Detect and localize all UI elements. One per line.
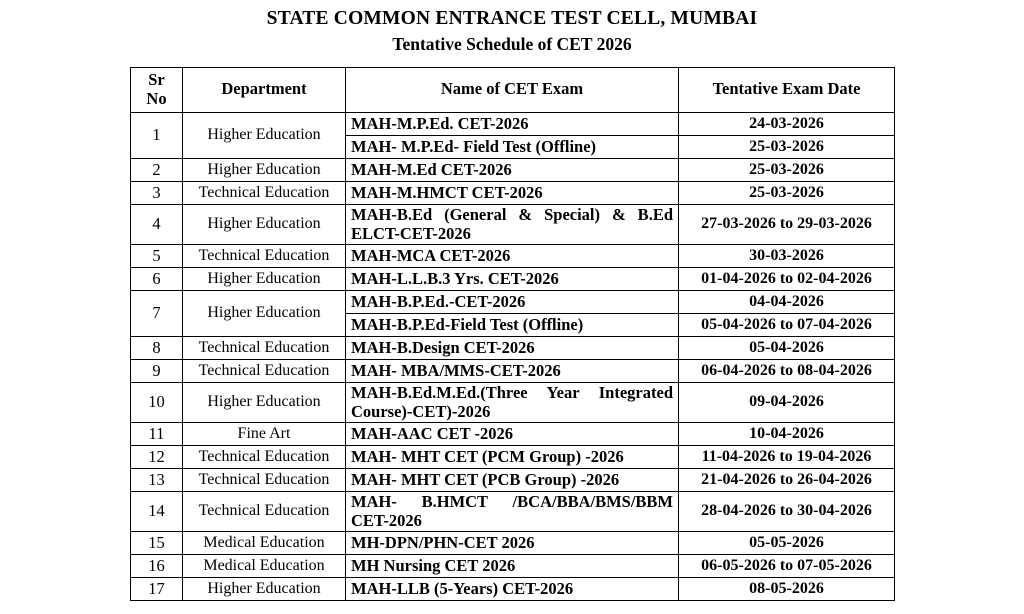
- cell-department: Technical Education: [183, 491, 346, 531]
- cell-department: Technical Education: [183, 468, 346, 491]
- cell-exam-date: 21-04-2026 to 26-04-2026: [679, 468, 895, 491]
- cell-exam-date: 05-05-2026: [679, 531, 895, 554]
- cell-department: Higher Education: [183, 382, 346, 422]
- cell-exam-name: MAH-LLB (5-Years) CET-2026: [346, 577, 679, 600]
- table-head: [131, 67, 895, 112]
- cell-sr-no: 10: [131, 382, 183, 422]
- cell-department: Technical Education: [183, 445, 346, 468]
- cell-sr-no: 9: [131, 359, 183, 382]
- cell-sr-no: 13: [131, 468, 183, 491]
- cell-sr-no: 15: [131, 531, 183, 554]
- cell-exam-date: 06-04-2026 to 08-04-2026: [679, 359, 895, 382]
- cell-exam-date: 24-03-2026: [679, 112, 895, 135]
- cell-exam-name: MAH- M.P.Ed- Field Test (Offline): [346, 135, 679, 158]
- cell-exam-date: 25-03-2026: [679, 135, 895, 158]
- cell-department: Higher Education: [183, 204, 346, 244]
- cell-exam-date: 25-03-2026: [679, 181, 895, 204]
- cell-exam-date: 06-05-2026 to 07-05-2026: [679, 554, 895, 577]
- cell-exam-date: 11-04-2026 to 19-04-2026: [679, 445, 895, 468]
- schedule-table: [130, 67, 895, 601]
- table-row: [131, 422, 895, 445]
- cell-exam-name: MAH- MHT CET (PCM Group) -2026: [346, 445, 679, 468]
- cell-exam-date: 28-04-2026 to 30-04-2026: [679, 491, 895, 531]
- cell-exam-name: MAH-B.P.Ed.-CET-2026: [346, 290, 679, 313]
- cell-department: Medical Education: [183, 554, 346, 577]
- cell-exam-date: 30-03-2026: [679, 244, 895, 267]
- cell-exam-date: 10-04-2026: [679, 422, 895, 445]
- cell-department: Technical Education: [183, 336, 346, 359]
- cell-exam-name: MAH- B.HMCT /BCA/BBA/BMS/BBM CET-2026: [346, 491, 679, 531]
- schedule-table-container: [0, 67, 1024, 601]
- table-row: [131, 336, 895, 359]
- cell-exam-name: MAH-B.Ed.M.Ed.(Three Year Integrated Course)-CET)-2026: [346, 382, 679, 422]
- table-row: [131, 491, 895, 531]
- column-header-exam-name: Name of CET Exam: [346, 67, 679, 112]
- cell-exam-date: 09-04-2026: [679, 382, 895, 422]
- cell-department: Higher Education: [183, 112, 346, 158]
- column-header-sr-no: [131, 67, 183, 112]
- cell-exam-name: MAH- MBA/MMS-CET-2026: [346, 359, 679, 382]
- column-header-sr-line2: No: [146, 88, 167, 108]
- cell-sr-no: 3: [131, 181, 183, 204]
- table-header-row: [131, 67, 895, 112]
- cell-department: Technical Education: [183, 181, 346, 204]
- cell-sr-no: 5: [131, 244, 183, 267]
- cell-sr-no: 6: [131, 267, 183, 290]
- table-row: [131, 445, 895, 468]
- cell-exam-name: MAH-MCA CET-2026: [346, 244, 679, 267]
- column-header-exam-date: Tentative Exam Date: [679, 67, 895, 112]
- cell-department: Higher Education: [183, 290, 346, 336]
- cell-department: Higher Education: [183, 267, 346, 290]
- cell-sr-no: 1: [131, 112, 183, 158]
- table-row: [131, 554, 895, 577]
- cell-sr-no: 12: [131, 445, 183, 468]
- cell-exam-name: MAH-M.P.Ed. CET-2026: [346, 112, 679, 135]
- page-subtitle: Tentative Schedule of CET 2026: [392, 34, 632, 55]
- cell-exam-name: MH Nursing CET 2026: [346, 554, 679, 577]
- cell-sr-no: 11: [131, 422, 183, 445]
- cell-exam-date: 04-04-2026: [679, 290, 895, 313]
- cell-exam-name: MAH-B.P.Ed-Field Test (Offline): [346, 313, 679, 336]
- table-row: [131, 577, 895, 600]
- cell-exam-name: MAH-M.Ed CET-2026: [346, 158, 679, 181]
- cell-exam-date: 25-03-2026: [679, 158, 895, 181]
- cell-exam-name: MAH- MHT CET (PCB Group) -2026: [346, 468, 679, 491]
- table-row: [131, 290, 895, 313]
- table-row: [131, 531, 895, 554]
- document-header: [0, 0, 1024, 57]
- cell-department: Fine Art: [183, 422, 346, 445]
- table-row: [131, 112, 895, 135]
- cell-exam-date: 08-05-2026: [679, 577, 895, 600]
- column-header-department: Department: [183, 67, 346, 112]
- cell-sr-no: 14: [131, 491, 183, 531]
- cell-exam-name: MAH-B.Ed (General & Special) & B.Ed ELCT-CET-2026: [346, 204, 679, 244]
- table-row: [131, 158, 895, 181]
- cell-sr-no: 2: [131, 158, 183, 181]
- cell-sr-no: 17: [131, 577, 183, 600]
- table-row: [131, 244, 895, 267]
- cell-exam-name: MAH-L.L.B.3 Yrs. CET-2026: [346, 267, 679, 290]
- cell-sr-no: 16: [131, 554, 183, 577]
- cell-department: Technical Education: [183, 244, 346, 267]
- cell-exam-date: 05-04-2026 to 07-04-2026: [679, 313, 895, 336]
- page-title: STATE COMMON ENTRANCE TEST CELL, MUMBAI: [266, 8, 758, 29]
- cell-department: Medical Education: [183, 531, 346, 554]
- table-row: [131, 382, 895, 422]
- table-row: [131, 267, 895, 290]
- table-row: [131, 359, 895, 382]
- cell-sr-no: 7: [131, 290, 183, 336]
- cell-exam-name: MH-DPN/PHN-CET 2026: [346, 531, 679, 554]
- cell-exam-date: 01-04-2026 to 02-04-2026: [679, 267, 895, 290]
- table-row: [131, 204, 895, 244]
- cell-department: Technical Education: [183, 359, 346, 382]
- table-row: [131, 468, 895, 491]
- cell-exam-name: MAH-B.Design CET-2026: [346, 336, 679, 359]
- cell-exam-date: 05-04-2026: [679, 336, 895, 359]
- table-row: [131, 181, 895, 204]
- cell-exam-name: MAH-M.HMCT CET-2026: [346, 181, 679, 204]
- table-body: [131, 112, 895, 600]
- column-header-sr-line1: Sr: [148, 69, 165, 89]
- cell-department: Higher Education: [183, 577, 346, 600]
- cell-sr-no: 8: [131, 336, 183, 359]
- cell-sr-no: 4: [131, 204, 183, 244]
- cell-exam-date: 27-03-2026 to 29-03-2026: [679, 204, 895, 244]
- cell-exam-name: MAH-AAC CET -2026: [346, 422, 679, 445]
- cell-department: Higher Education: [183, 158, 346, 181]
